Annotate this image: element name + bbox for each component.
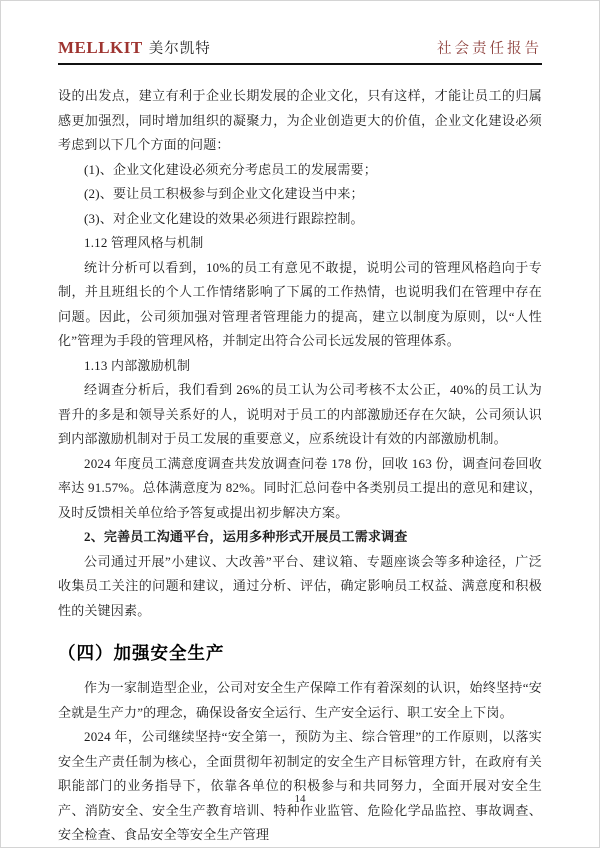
list-item-1: (1)、企业文化建设必须充分考虑员工的发展需要； (84, 161, 377, 177)
brand-name-en: MELLKIT (58, 38, 143, 57)
brand-logo (58, 37, 211, 58)
paragraph-incentive: 经调查分析后，我们看到 26%的员工认为公司考核不太公正，40%的员工认为晋升的多是和领导关系好的人，说明对于员工的内部激励还存在欠缺，公司须认识到内部激励机制对于员工发展的重要意义，应系统设计有效的内部激励机制。 (58, 382, 542, 446)
subsection-heading-1-13: 1.13 内部激励机制 (84, 357, 191, 373)
brand-name-cn: 美尔凯特 (148, 41, 211, 57)
paragraph-safety-concept: 作为一家制造型企业，公司对安全生产保障工作有着深刻的认识，始终坚持“安全就是生产力”的理念，确保设备安全运行、生产安全运行、职工安全上下岗。 (58, 680, 542, 720)
list-item-3: (3)、对企业文化建设的效果必须进行跟踪控制。 (84, 210, 364, 226)
section-heading-safety: （四）加强安全生产 (58, 643, 225, 663)
page-header (58, 37, 542, 65)
paragraph-suggestion-platform: 公司通过开展”小建议、大改善”平台、建议箱、专题座谈会等多种途径，广泛收集员工关注的问题和建议，通过分析、评估，确定影响员工权益、满意度和积极性的关键因素。 (58, 553, 542, 618)
page-number: 14 (294, 793, 306, 805)
subsection-heading-1-12: 1.12 管理风格与机制 (84, 235, 204, 250)
paragraph-safety-2024: 2024 年，公司继续坚持“安全第一，预防为主、综合管理”的工作原则，以落实安全生产责任制为核心，全面贯彻年初制定的安全生产目标管理方针，在政府有关职能部门的业务指导下，依靠各单位的积极参与和共同努力，全面开展对安全生产、消防安全、安全生产教育培训、特种作业监管、危险化学品监控、事故调查、安全检查、食品安全等安全生产管理 (58, 729, 542, 842)
list-item-2: (2)、要让员工积极参与到企业文化建设当中来； (84, 186, 364, 201)
bold-heading-communication: 2、完善员工沟通平台，运用多种形式开展员工需求调查 (84, 529, 408, 544)
paragraph-continuation: 设的出发点，建立有利于企业长期发展的企业文化，只有这样，才能让员工的归属感更加强烈，同时增加组织的凝聚力，为企业创造更大的价值，企业文化建设必须考虑到以下几个方面的问题： (58, 88, 542, 152)
paragraph-management-style: 统计分析可以看到，10%的员工有意见不敢提，说明公司的管理风格趋向于专制，并且班组长的个人工作情绪影响了下属的工作热情，也说明我们在管理中存在问题。因此，公司须加强对管理者管理能力的提高，建立以制度为原则，以“人性化”管理为手段的管理风格，并制定出符合公司长远发展的管理体系。 (58, 259, 542, 348)
document-title: 社会责任报告 (437, 41, 542, 57)
document-body (58, 84, 542, 848)
paragraph-survey-2024: 2024 年度员工满意度调查共发放调查问卷 178 份，回收 163 份，调查问卷回收率达 91.57%。总体满意度为 82%。同时汇总问卷中各类别员工提出的意见和建议，及时反馈相关单位给予答复或提出初步解决方案。 (58, 455, 542, 520)
